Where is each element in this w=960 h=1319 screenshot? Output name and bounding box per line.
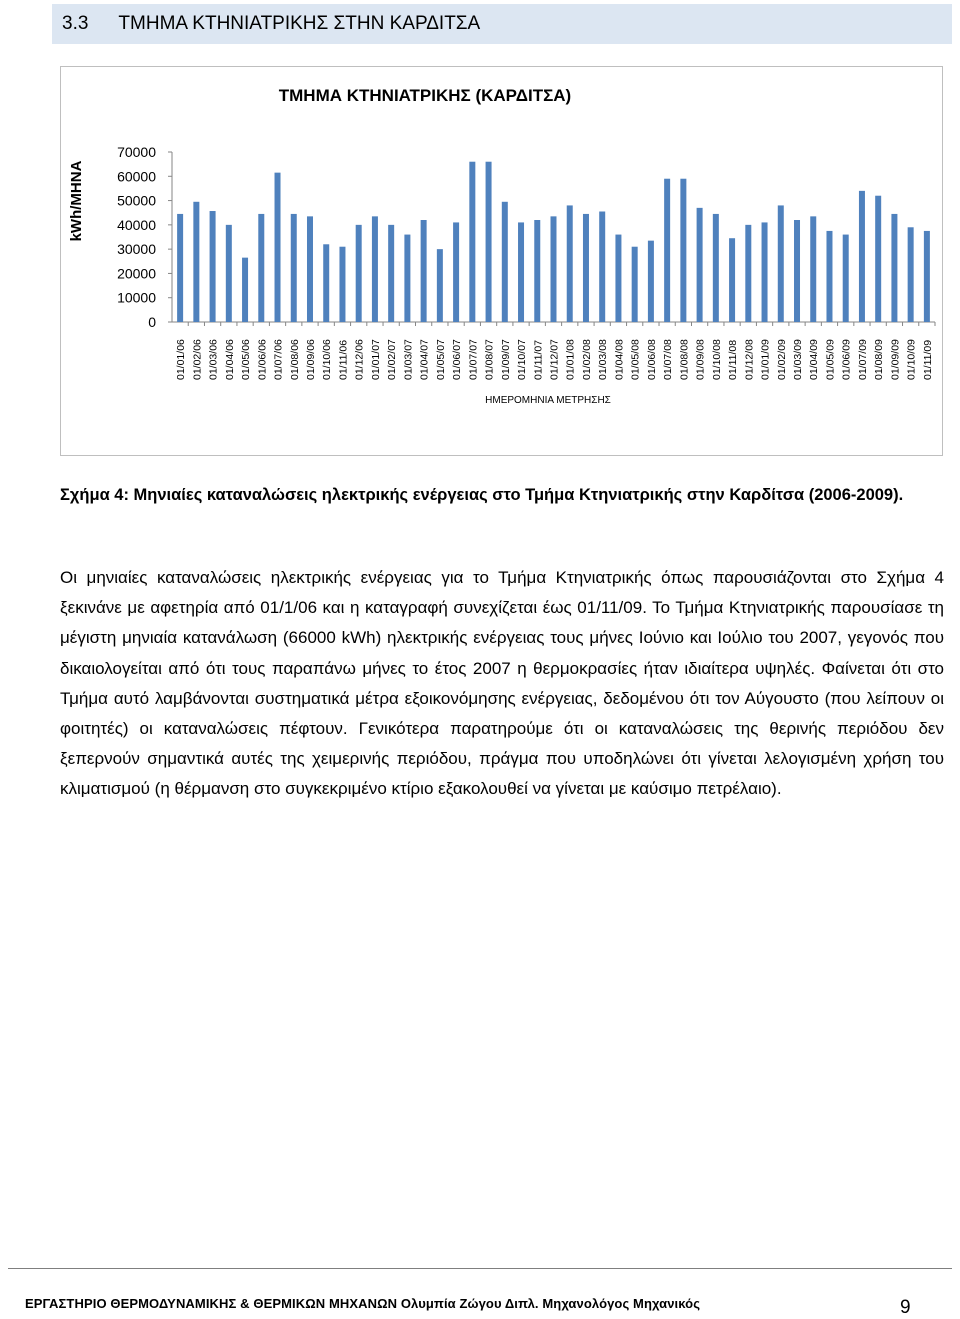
x-tick-label: 01/06/06 — [256, 339, 269, 380]
x-tick-label: 01/05/07 — [434, 339, 447, 380]
chart-bar — [534, 220, 540, 322]
chart-bar — [794, 220, 800, 322]
x-tick-label: 01/09/07 — [499, 339, 512, 380]
x-tick-label: 01/02/07 — [386, 339, 399, 380]
x-tick-label: 01/08/06 — [288, 339, 301, 380]
chart-bar — [177, 214, 183, 322]
x-tick-label: 01/07/08 — [662, 339, 675, 380]
x-tick-label: 01/03/08 — [597, 339, 610, 380]
chart-bar — [226, 225, 232, 322]
chart-bar — [356, 225, 362, 322]
chart-bar — [713, 214, 719, 322]
chart-bar — [664, 179, 670, 322]
chart-bar — [291, 214, 297, 322]
chart-bar — [469, 162, 475, 322]
x-tick-label: 01/02/06 — [191, 339, 204, 380]
x-tick-label: 01/08/09 — [873, 339, 886, 380]
footer-text: ΕΡΓΑΣΤΗΡΙΟ ΘΕΡΜΟΔΥΝΑΜΙΚΗΣ & ΘΕΡΜΙΚΩΝ ΜΗΧΑΝΩΝ Ολυμπία Ζώγου Διπλ. Μηχανολόγος Μηχανικός — [25, 1296, 701, 1311]
y-tick-label: 0 — [148, 314, 156, 330]
chart-bar — [632, 247, 638, 322]
chart-bar — [372, 216, 378, 322]
x-tick-label: 01/03/09 — [792, 339, 805, 380]
x-tick-label: 01/07/06 — [272, 339, 285, 380]
x-tick-label: 01/04/09 — [808, 339, 821, 380]
page-number: 9 — [900, 1297, 911, 1318]
x-tick-label: 01/10/09 — [905, 339, 918, 380]
chart-bar — [826, 231, 832, 322]
x-tick-label: 01/07/09 — [856, 339, 869, 380]
y-tick-label: 40000 — [117, 216, 156, 233]
x-tick-label: 01/02/08 — [580, 339, 593, 380]
chart-bar — [193, 202, 199, 322]
chart-bar — [486, 162, 492, 322]
bar-chart-container — [60, 66, 943, 456]
x-tick-label: 01/09/08 — [694, 339, 707, 380]
footer-divider — [8, 1268, 952, 1269]
x-tick-label: 01/12/06 — [353, 339, 366, 380]
chart-bar — [745, 225, 751, 322]
chart-bar — [891, 214, 897, 322]
chart-bar — [778, 205, 784, 322]
chart-bar — [875, 196, 881, 322]
chart-y-axis-label: kWh/MHNA — [68, 160, 85, 242]
chart-bar — [615, 235, 621, 322]
chart-bar — [648, 241, 654, 322]
chart-bar — [275, 173, 281, 322]
x-tick-label: 01/10/07 — [516, 339, 529, 380]
x-tick-label: 01/04/07 — [418, 339, 431, 380]
chart-bar — [680, 179, 686, 322]
chart-bar — [323, 244, 329, 322]
x-tick-label: 01/04/06 — [223, 339, 236, 380]
x-tick-label: 01/05/09 — [824, 339, 837, 380]
x-tick-label: 01/03/07 — [402, 339, 415, 380]
x-tick-label: 01/07/07 — [467, 339, 480, 380]
y-tick-label: 30000 — [117, 241, 156, 258]
chart-bar — [762, 222, 768, 322]
chart-bar — [697, 208, 703, 322]
chart-bar — [242, 258, 248, 322]
figure-caption: Σχήμα 4: Μηνιαίες καταναλώσεις ηλεκτρικής ενέργειας στο Τμήμα Κτηνιατρικής στην Καρδίτσα (2006-2009). — [60, 486, 904, 504]
chart-bar — [551, 216, 557, 322]
x-tick-label: 01/01/08 — [564, 339, 577, 380]
chart-bar — [729, 238, 735, 322]
y-tick-label: 70000 — [117, 144, 156, 160]
bar-chart — [61, 67, 942, 455]
y-tick-label: 60000 — [117, 168, 156, 185]
x-tick-label: 01/05/06 — [240, 339, 253, 380]
x-tick-label: 01/02/09 — [775, 339, 788, 380]
body-paragraph: Οι μηνιαίες καταναλώσεις ηλεκτρικής ενέργειας για το Τμήμα Κτηνιατρικής όπως παρουσιάζονται στο Σχήμα 4 ξεκινάνε με αφετηρία από 01/1/06 και η καταγραφή συνεχίζεται έως 01/11/09. Το Τμήμα Κτηνιατρικής παρουσίασε τη μέγιστη μηνιαία κατανάλωση (66000 kWh) ηλεκτρικής ενέργειας τους μήνες Ιούνιο και Ιούλιο του 2007, γεγονός που δικαιολογείται από ότι τους παραπάνω μήνες το έτος 2007 η θερμοκρασίες ήταν ιδιαίτερα υψηλές. Φαίνεται ότι στο Τμήμα αυτό λαμβάνονται συστηματικά μέτρα εξοικονόμησης ενέργειας, δεδομένου ότι τον Αύγουστο (που λείπουν οι φοιτητές) οι καταναλώσεις πέφτουν. Γενικότερα παρατηρούμε ότι οι καταναλώσεις της θερινής περιόδου δεν ξεπερνούν σημαντικά αυτές της χειμερινής περιόδου, πράγμα που υποδηλώνει ότι γίνεται λελογισμένη χρήση του κλιματισμού (η θέρμανση στο συγκεκριμένο κτίριο εξακολουθεί να γίνεται με καύσιμο πετρέλαιο). — [60, 568, 944, 799]
chart-bar — [421, 220, 427, 322]
x-tick-label: 01/01/07 — [369, 339, 382, 380]
x-tick-label: 01/08/08 — [678, 339, 691, 380]
x-tick-label: 01/12/07 — [548, 339, 561, 380]
chart-bar — [599, 212, 605, 323]
chart-bar — [843, 235, 849, 322]
x-tick-label: 01/11/08 — [727, 339, 740, 380]
x-tick-label: 01/01/09 — [759, 339, 772, 380]
x-tick-label: 01/12/08 — [743, 339, 756, 380]
section-number: 3.3 — [62, 13, 89, 34]
y-tick-label: 20000 — [117, 265, 156, 282]
chart-bar — [859, 191, 865, 322]
x-tick-label: 01/06/09 — [840, 339, 853, 380]
x-tick-label: 01/11/09 — [921, 339, 934, 380]
chart-bar — [567, 205, 573, 322]
chart-bar — [404, 235, 410, 322]
chart-title: ΤΜΗΜΑ ΚΤΗΝΙΑΤΡΙΚΗΣ (ΚΑΡΔΙΤΣΑ) — [278, 86, 572, 105]
chart-bar — [453, 222, 459, 322]
x-tick-label: 01/06/07 — [451, 339, 464, 380]
x-tick-label: 01/10/06 — [321, 339, 334, 380]
chart-x-axis-label: ΗΜΕΡΟΜΗΝΙΑ ΜΕΤΡΗΣΗΣ — [485, 395, 611, 406]
chart-bar — [924, 231, 930, 322]
x-tick-label: 01/08/07 — [483, 339, 496, 380]
section-title: ΤΜΗΜΑ ΚΤΗΝΙΑΤΡΙΚΗΣ ΣΤΗΝ ΚΑΡΔΙΤΣΑ — [118, 13, 481, 34]
y-tick-label: 10000 — [117, 289, 156, 306]
x-tick-label: 01/04/08 — [613, 339, 626, 380]
chart-bar — [518, 222, 524, 322]
x-tick-label: 01/10/08 — [710, 339, 723, 380]
x-tick-label: 01/06/08 — [645, 339, 658, 380]
x-tick-label: 01/03/06 — [207, 339, 220, 380]
x-tick-label: 01/05/08 — [629, 339, 642, 380]
x-tick-label: 01/01/06 — [175, 339, 188, 380]
chart-bar — [583, 214, 589, 322]
x-tick-label: 01/09/06 — [304, 339, 317, 380]
chart-bar — [339, 247, 345, 322]
x-tick-label: 01/09/09 — [889, 339, 902, 380]
chart-bar — [388, 225, 394, 322]
x-tick-label: 01/11/06 — [337, 339, 350, 380]
chart-bar — [502, 202, 508, 322]
x-tick-label: 01/11/07 — [532, 339, 545, 380]
y-tick-label: 50000 — [117, 192, 156, 209]
section-heading — [52, 4, 952, 44]
chart-bar — [437, 249, 443, 322]
chart-bar — [908, 227, 914, 322]
chart-bar — [258, 214, 264, 322]
chart-bar — [307, 216, 313, 322]
chart-bar — [210, 211, 216, 322]
chart-bar — [810, 216, 816, 322]
